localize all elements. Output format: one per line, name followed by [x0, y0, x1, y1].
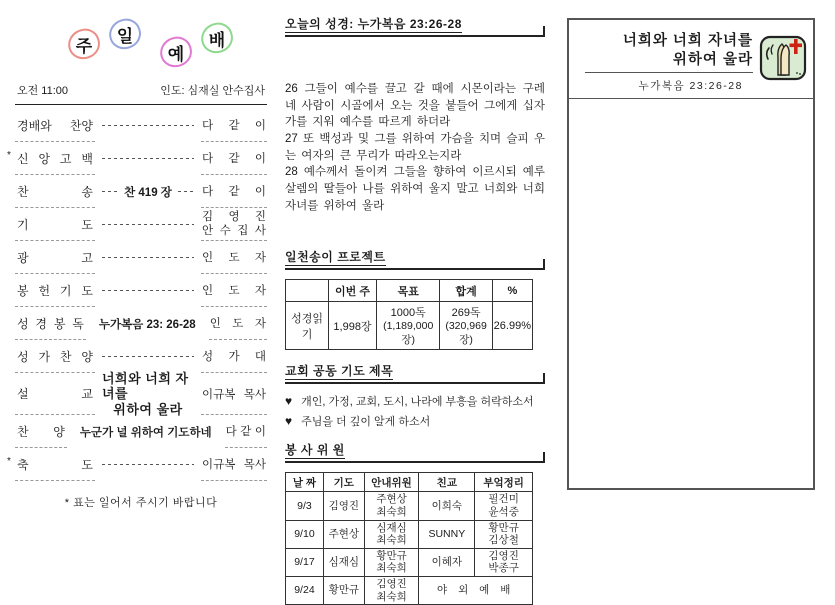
order-item-label: 성 가 찬 양	[15, 340, 95, 373]
duty-kitchen: 황만규 김상철	[475, 520, 533, 548]
duty-section	[285, 441, 545, 605]
order-row	[15, 241, 267, 274]
title-char: 예	[159, 36, 193, 68]
order-row	[15, 307, 267, 340]
dash-leader	[102, 464, 194, 465]
order-item-label: * 신 앙 고 백	[15, 142, 95, 175]
order-item-label: 봉 헌 기 도	[15, 274, 95, 307]
dash-leader	[102, 158, 194, 159]
scripture-reference: 누가복음 23: 26-28	[98, 318, 196, 331]
project-section-header: 일천송이 프로젝트	[285, 248, 545, 270]
duty-prayer: 황만규	[323, 576, 364, 604]
duty-date: 9/10	[286, 520, 324, 548]
table-header-row: 이번 주 목표 합계 %	[286, 280, 533, 302]
order-row	[15, 370, 267, 417]
title-char: 주	[67, 28, 101, 60]
title-char: 일	[108, 18, 142, 50]
order-row	[15, 208, 267, 241]
duty-kitchen: 김영진 박종구	[475, 548, 533, 576]
order-item-person: 이규복 목사	[201, 373, 267, 415]
project-percent: 26.99%	[492, 302, 532, 350]
title-char-circle	[197, 19, 237, 57]
order-item-label: 찬 송	[15, 175, 95, 208]
duty-ushers: 심재심 최숙희	[364, 520, 419, 548]
dash-leader	[102, 125, 194, 126]
project-row-label: 성경읽기	[286, 302, 329, 350]
dash-leader	[102, 191, 118, 192]
stand-footnote: * 표는 일어서 주시기 바랍니다	[64, 497, 218, 509]
order-item-person: 인 도 자	[201, 274, 267, 307]
table-row	[286, 302, 533, 350]
duty-fellowship: 이희숙	[419, 492, 475, 520]
order-row	[15, 175, 267, 208]
order-item-person: 다 같 이	[201, 142, 267, 175]
table-row	[286, 520, 533, 548]
middle-panel	[285, 15, 545, 605]
duty-special-event: 야 외 예 배	[419, 576, 533, 604]
dash-leader	[102, 257, 194, 258]
heart-icon: ♥	[285, 394, 293, 409]
order-item-person: 다 같 이	[201, 175, 267, 208]
dash-leader	[178, 191, 194, 192]
prayer-section	[285, 362, 545, 429]
dash-leader	[102, 356, 194, 357]
order-item-person: 김 영 진 안 수 집 사	[201, 208, 267, 241]
title-char-circle	[64, 25, 104, 63]
scripture-section-header: 오늘의 성경: 누가복음 23:26-28	[285, 15, 545, 37]
table-row	[286, 492, 533, 520]
duty-prayer: 주현상	[323, 520, 364, 548]
duty-ushers: 주현상 최숙희	[364, 492, 419, 520]
order-row	[15, 274, 267, 307]
cover-scripture-ref: 누가복음 23:26-28	[638, 79, 743, 92]
order-item-person: 성 가 대	[201, 340, 267, 373]
order-item-person: 인 도 자	[209, 307, 267, 340]
duty-fellowship: SUNNY	[419, 520, 475, 548]
verse: 26 그들이 예수를 끌고 갈 때에 시몬이라는 구레네 사람이 시골에서 오는 것을 붙들어 그에게 십자가를 지워 예수를 따르게 하더라	[285, 83, 545, 129]
worship-order-list	[7, 109, 267, 481]
order-item-label: 기 도	[15, 208, 95, 241]
order-item-label: 성 경 봉 독	[15, 307, 86, 340]
project-goal: 1000독 (1,189,000장)	[376, 302, 440, 350]
prayer-item: ♥ 개인, 가정, 교회, 도시, 나라에 부흥을 허락하소서	[285, 394, 534, 409]
title-char: 배	[200, 22, 234, 54]
title-char-circle	[105, 15, 145, 53]
order-row	[15, 415, 267, 448]
verse: 27 또 백성과 및 그를 위하여 가슴을 치며 슬피 우는 여자의 큰 무리가 따라오는지라	[285, 133, 545, 162]
service-leader: 인도: 심재실 안수집사	[160, 85, 265, 97]
order-item-label: 경배와 찬양	[15, 109, 95, 142]
worship-order-panel	[7, 12, 267, 510]
order-item-label: * 축 도	[15, 448, 95, 481]
page-title	[15, 16, 267, 78]
duty-table	[285, 472, 533, 605]
praying-hands-icon	[759, 34, 807, 82]
title-char-circle	[156, 33, 196, 71]
cover-header	[569, 20, 813, 99]
order-row	[15, 340, 267, 373]
project-total: 269독 (320,969장)	[440, 302, 492, 350]
order-row	[15, 109, 267, 142]
duty-fellowship: 이혜자	[419, 548, 475, 576]
project-table	[285, 279, 533, 350]
duty-prayer: 김영진	[323, 492, 364, 520]
sermon-title: 너희와 너희 자녀를 위하여 울라	[102, 370, 189, 417]
order-row	[7, 448, 267, 481]
service-info	[15, 78, 267, 105]
prayer-section-header: 교회 공동 기도 제목	[285, 362, 545, 384]
hymn-number: 찬 419 장	[124, 186, 172, 199]
duty-date: 9/3	[286, 492, 324, 520]
prayer-item: ♥ 주님을 더 깊이 알게 하소서	[285, 414, 431, 429]
duty-kitchen: 필건미 윤석중	[475, 492, 533, 520]
duty-date: 9/17	[286, 548, 324, 576]
duty-ushers: 황만규 최숙희	[364, 548, 419, 576]
dash-leader	[102, 224, 194, 225]
service-time: 오전 11:00	[17, 85, 69, 97]
song-title: 누군가 널 위하여 기도하네	[79, 426, 212, 439]
verse: 28 예수께서 돌이켜 그들을 향하여 이르시되 예루살렘의 딸들아 나를 위하여 울지 말고 너희와 너희 자녀를 위하여 울라	[285, 166, 545, 212]
order-item-label: 찬 양	[15, 415, 67, 448]
project-this-week: 1,998장	[329, 302, 377, 350]
table-row	[286, 576, 533, 604]
scripture-text	[285, 81, 545, 214]
order-item-label: 설 교	[15, 373, 95, 415]
stand-marker: *	[7, 150, 11, 161]
heart-icon: ♥	[285, 414, 293, 429]
cover-title: 너희와 너희 자녀를 위하여 울라	[622, 33, 753, 68]
order-item-person: 다 같 이	[201, 109, 267, 142]
order-item-label: 광 고	[15, 241, 95, 274]
project-section	[285, 248, 545, 350]
table-row	[286, 548, 533, 576]
table-header-row: 날 짜 기도 안내위원 친교 부엌정리	[286, 473, 533, 492]
title-underline	[585, 72, 753, 73]
duty-date: 9/24	[286, 576, 324, 604]
order-item-person: 인 도 자	[201, 241, 267, 274]
duty-section-header: 봉 사 위 원	[285, 441, 545, 463]
duty-prayer: 심재심	[323, 548, 364, 576]
order-item-person: 다 같 이	[225, 415, 267, 448]
cover-panel	[567, 18, 815, 490]
order-item-person: 이규복 목사	[201, 448, 267, 481]
duty-ushers: 김영진 최숙희	[364, 576, 419, 604]
order-row	[7, 142, 267, 175]
dash-leader	[102, 290, 194, 291]
stand-marker: *	[7, 456, 11, 467]
